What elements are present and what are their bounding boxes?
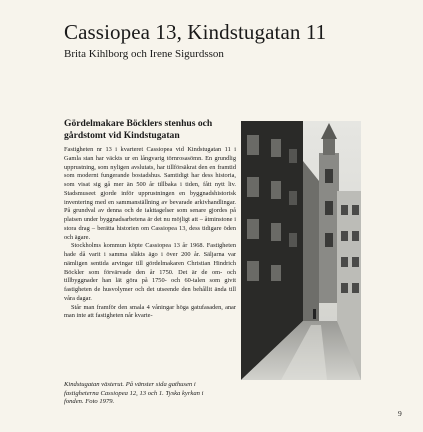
photo-caption [64,381,274,407]
caption-line: fonden. Foto 1979. [64,398,115,406]
article-body [64,146,236,321]
body-paragraph: Står man framför den smala 4 våningar höga gatufasaden, anar man inte att fastigheten når kvarte- [64,303,236,320]
caption-line: fastigheterna Cassiopea 12, 13 och 1. Tyska kyrkan i [64,389,204,397]
street-photo-icon [241,121,361,380]
section-subheading: Gördelmakare Böcklers stenhus och gårdstomt vid Kindstugatan [64,118,213,141]
article-authors: Brita Kihlborg och Irene Sigurdsson [64,48,224,60]
body-paragraph: Fastigheten nr 13 i kvarteret Cassiopea vid Kindstugatan 11 i Gamla stan har väckts ur en långvarig törnrosasömn. En grundlig upprustning, som nyligen avslutats, har tillförsäkrat den en framtid som modernt fungerande bostadshus. Samtidigt har dess historia, som visat sig gå mer än 500 år tillbaka i tiden, fått nytt liv. Stadsmuseet gjorde inför upprustningen en byggnadshistorisk inventering med en sammanställning av bevarade arkivhandlingar. På grundval av denna och de iakttagelser som senare gjordes på platsen under byggnadsarbetena är det nu möjligt att – åtminstone i stora drag – berätta historien om Cassiopea 13, dess tidigare öden och ägare. [64,146,236,241]
page-number: 9 [398,409,402,418]
body-paragraph: Stockholms kommun köpte Cassiopea 13 år 1968. Fastigheten hade då varit i samma släkts ägo i över 200 år. Säljarna var nämligen sentida arvingar till gördelmakaren Christian Hindrich Böckler som förvärvade den år 1750. Det är de om- och tillbyggnader han lät göra på 1750- och 60-talen som givit fastigheten de husvolymer och det utseende den behållit ända till våra dagar. [64,242,236,302]
caption-line: Kindstugatan västerut. På vänster sida gathusen i [64,381,196,388]
article-title: Cassiopea 13, Kindstugatan 11 [64,20,327,44]
